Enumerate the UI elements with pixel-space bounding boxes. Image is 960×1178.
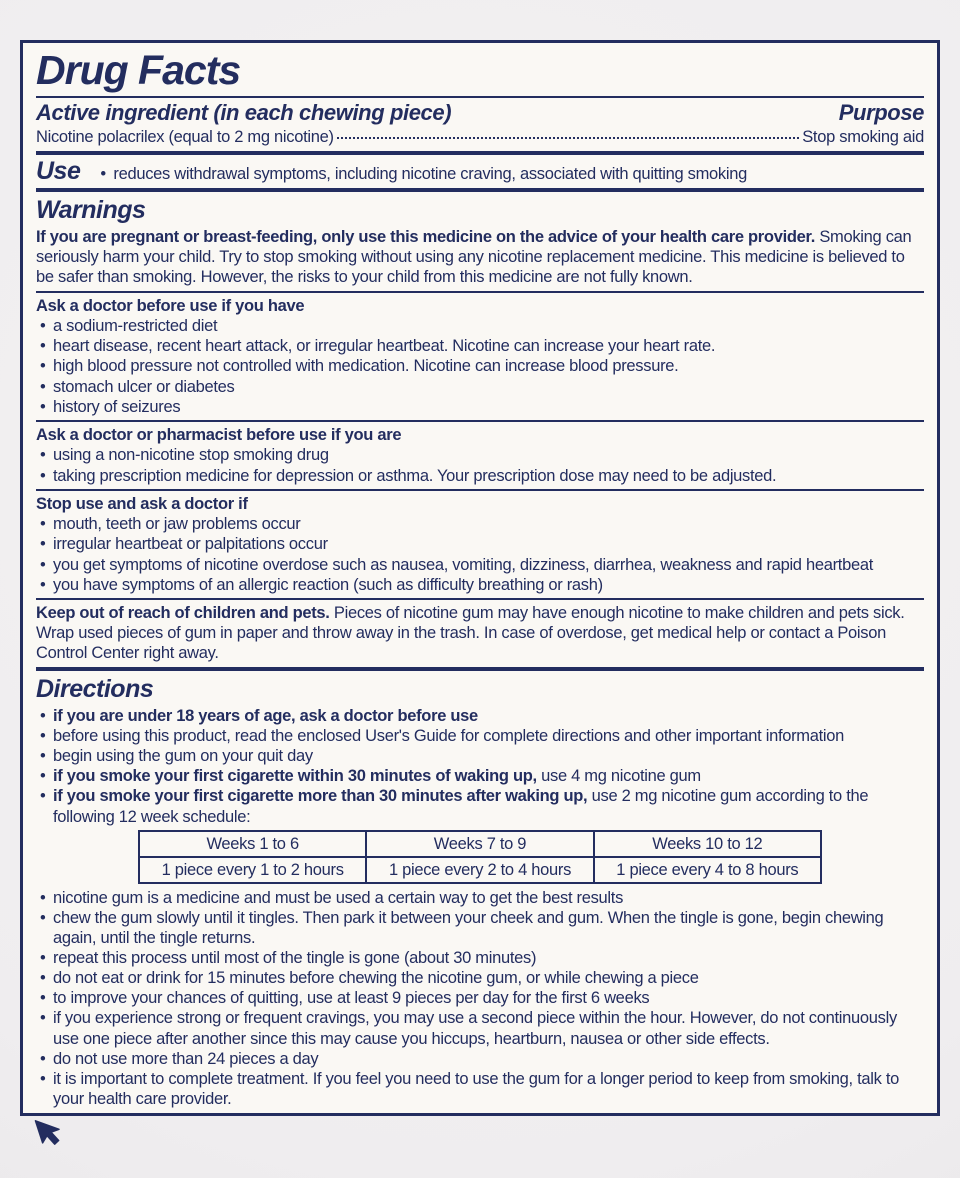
bullet-bold-text: if you smoke your first cigarette more than 30 minutes after waking up, xyxy=(53,787,588,806)
table-value-row xyxy=(139,857,821,883)
list-item xyxy=(36,706,924,726)
list-item: • taking prescription medicine for depression or asthma. Your prescription dose may need to be adjusted. xyxy=(36,466,924,486)
divider xyxy=(36,291,924,293)
divider xyxy=(36,489,924,491)
section-divider xyxy=(36,188,924,192)
use-section xyxy=(36,159,924,184)
ingredient-name: Nicotine polacrilex (equal to 2 mg nicotine) xyxy=(36,128,334,147)
warnings-heading: Warnings xyxy=(36,196,146,225)
table-header-cell: Weeks 1 to 6 xyxy=(139,831,366,857)
divider xyxy=(36,598,924,600)
list-item: • do not use more than 24 pieces a day xyxy=(36,1049,924,1069)
bullet-text: begin using the gum on your quit day xyxy=(53,747,313,766)
list-item xyxy=(36,786,924,826)
list-item: • you have symptoms of an allergic reaction (such as difficulty breathing or rash) xyxy=(36,575,924,595)
section-divider xyxy=(36,667,924,671)
list-item: • repeat this process until most of the tingle is gone (about 30 minutes) xyxy=(36,948,924,968)
use-heading: Use xyxy=(36,157,81,186)
bullet-text: use 4 mg nicotine gum xyxy=(536,767,701,786)
drug-facts-panel xyxy=(20,40,940,1116)
active-ingredient-header-row xyxy=(36,101,924,125)
list-item: • using a non-nicotine stop smoking drug xyxy=(36,445,924,465)
keep-out-warning-bold: Keep out of reach of children and pets. xyxy=(36,603,330,622)
list-item: • stomach ulcer or diabetes xyxy=(36,377,924,397)
keep-out-warning xyxy=(36,603,924,663)
section-divider xyxy=(36,151,924,155)
table-header-row xyxy=(139,831,821,857)
cursor-arrow-icon xyxy=(36,1115,924,1149)
bullet-text: use 2 mg nicotine gum according to the following 12 week schedule: xyxy=(53,787,869,826)
active-ingredient-line xyxy=(36,127,924,147)
list-item: • mouth, teeth or jaw problems occur xyxy=(36,514,924,534)
list-item: • it is important to complete treatment. If you feel you need to use the gum for a longer period to keep from smoking, talk to your health care provider. xyxy=(36,1069,924,1109)
purpose-value: Stop smoking aid xyxy=(802,128,924,147)
list-item: • you get symptoms of nicotine overdose such as nausea, vomiting, dizziness, diarrhea, weakness and rapid heartbeat xyxy=(36,555,924,575)
stop-use-heading: Stop use and ask a doctor if xyxy=(36,494,248,513)
divider xyxy=(36,420,924,422)
table-header-cell: Weeks 7 to 9 xyxy=(366,831,593,857)
purpose-heading: Purpose xyxy=(838,100,924,126)
warnings-section xyxy=(36,196,924,663)
directions-section xyxy=(36,675,924,1109)
list-item: • chew the gum slowly until it tingles. Then park it between your cheek and gum. When the tingle is gone, begin chewing again, until the tingle returns. xyxy=(36,908,924,948)
list-item xyxy=(36,766,924,786)
list-item: • irregular heartbeat or palpitations occur xyxy=(36,534,924,554)
pregnancy-warning-bold: If you are pregnant or breast-feeding, only use this medicine on the advice of your health care provider. xyxy=(36,228,816,247)
list-item: • do not eat or drink for 15 minutes before chewing the nicotine gum, or while chewing a piece xyxy=(36,968,924,988)
use-text: • reduces withdrawal symptoms, including nicotine craving, associated with quitting smoking xyxy=(96,164,747,184)
list-item: • if you experience strong or frequent cravings, you may use a second piece within the hour. However, do not continuously use one piece after another since this may cause you hiccups, heartburn, nausea or other side effects. xyxy=(36,1008,924,1048)
active-ingredient-heading: Active ingredient (in each chewing piece) xyxy=(36,100,452,126)
bullet-bold-text: if you are under 18 years of age, ask a doctor before use xyxy=(53,706,478,725)
keep-out-warning-rest: Pieces of nicotine gum may have enough nicotine to make children and pets sick. Wrap used pieces of gum in paper and throw away in the trash. In case of overdose, get medical help or contact a Poison Control Center right away. xyxy=(36,603,905,663)
list-item: • nicotine gum is a medicine and must be used a certain way to get the best results xyxy=(36,888,924,908)
list-item: • heart disease, recent heart attack, or irregular heartbeat. Nicotine can increase your heart rate. xyxy=(36,336,924,356)
list-item xyxy=(36,746,924,766)
bullet-bold-text: if you smoke your first cigarette within 30 minutes of waking up, xyxy=(53,767,537,786)
directions-heading: Directions xyxy=(36,675,154,704)
list-item: • history of seizures xyxy=(36,397,924,417)
divider xyxy=(36,96,924,98)
table-cell: 1 piece every 1 to 2 hours xyxy=(139,857,366,883)
table-header-cell: Weeks 10 to 12 xyxy=(594,831,821,857)
list-item: • high blood pressure not controlled with medication. Nicotine can increase blood pressure. xyxy=(36,356,924,376)
bullet-text: before using this product, read the enclosed User's Guide for complete directions and other important information xyxy=(53,727,845,746)
list-item: • to improve your chances of quitting, use at least 9 pieces per day for the first 6 weeks xyxy=(36,988,924,1008)
dotted-leader xyxy=(337,137,800,139)
pregnancy-warning-rest: Smoking can seriously harm your child. Try to stop smoking without using any nicotine replacement medicine. This medicine is believed to be safer than smoking. However, the risks to your child from this medicine are not fully known. xyxy=(36,228,912,287)
table-cell: 1 piece every 2 to 4 hours xyxy=(366,857,593,883)
ask-doctor-heading: Ask a doctor before use if you have xyxy=(36,296,305,315)
table-cell: 1 piece every 4 to 8 hours xyxy=(594,857,821,883)
pregnancy-warning xyxy=(36,227,924,287)
ask-pharmacist-heading: Ask a doctor or pharmacist before use if you are xyxy=(36,425,402,444)
list-item: • a sodium-restricted diet xyxy=(36,316,924,336)
dosing-schedule-table xyxy=(138,830,822,884)
drug-facts-title: Drug Facts xyxy=(36,47,241,93)
list-item xyxy=(36,726,924,746)
